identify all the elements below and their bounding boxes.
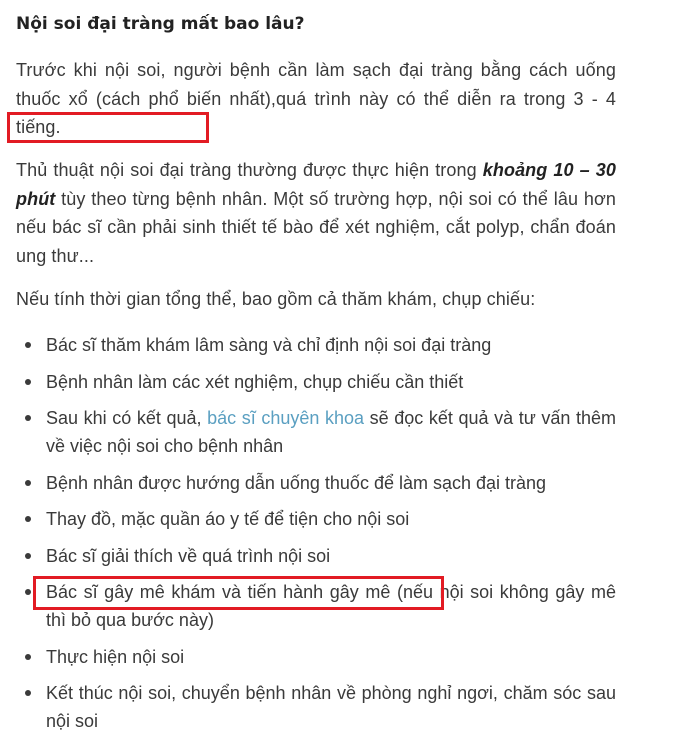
bullet-icon bbox=[25, 516, 31, 522]
bullet-icon bbox=[25, 690, 31, 696]
list-item bbox=[16, 542, 616, 570]
list-item bbox=[16, 404, 616, 460]
list-item-text: Thực hiện nội soi bbox=[46, 646, 185, 667]
highlight-box-preparation bbox=[7, 112, 209, 143]
list-item bbox=[16, 505, 616, 533]
paragraph-preparation-time: Trước khi nội soi, người bệnh cần làm sạch đại tràng bằng cách uống thuốc xổ (cách phổ biến nhất),quá trình này có thể diễn ra trong 3 - 4 tiếng. bbox=[16, 60, 616, 137]
bullet-icon bbox=[25, 415, 31, 421]
bullet-icon bbox=[25, 379, 31, 385]
bullet-icon bbox=[25, 553, 31, 559]
duration-text-after: tùy theo từng bệnh nhân. Một số trường hợp, nội soi có thể lâu hơn nếu bác sĩ cần phải sinh thiết tế bào để xét nghiệm, cắt polyp, chẩn đoán ung thư... bbox=[16, 188, 616, 266]
list-item-text-after: sẽ đọc kết quả và tư vấn thêm về việc nội soi cho bệnh nhân bbox=[46, 408, 616, 456]
list-item bbox=[16, 469, 616, 497]
bullet-icon bbox=[25, 480, 31, 486]
list-item bbox=[16, 643, 616, 671]
list-item bbox=[16, 331, 616, 359]
list-item-text: Kết thúc nội soi, chuyển bệnh nhân về phòng nghỉ ngơi, chăm sóc sau nội soi bbox=[46, 683, 616, 731]
list-item-text: Bác sĩ giải thích về quá trình nội soi bbox=[46, 545, 331, 566]
list-item-text: Thay đồ, mặc quần áo y tế để tiện cho nội soi bbox=[46, 509, 410, 529]
highlight-box-anesthesia bbox=[33, 576, 444, 610]
bullet-icon bbox=[25, 342, 31, 348]
list-item-text: Bác sĩ thăm khám lâm sàng và chỉ định nội soi đại tràng bbox=[46, 335, 492, 355]
specialist-doctor-link[interactable]: bác sĩ chuyên khoa bbox=[207, 408, 365, 428]
paragraph-procedure-duration bbox=[16, 156, 616, 270]
list-item-text-before: Sau khi có kết quả, bbox=[46, 408, 208, 428]
bullet-icon bbox=[25, 589, 31, 595]
bullet-icon bbox=[25, 654, 31, 660]
duration-emphasis: khoảng 10 – 30 phút bbox=[16, 160, 616, 209]
steps-list bbox=[16, 331, 616, 744]
list-item bbox=[16, 368, 616, 396]
section-heading: Nội soi đại tràng mất bao lâu? bbox=[16, 14, 305, 34]
duration-text-before: Thủ thuật nội soi đại tràng thường được thực hiện trong bbox=[16, 160, 483, 180]
list-item-text: Bệnh nhân làm các xét nghiệm, chụp chiếu cần thiết bbox=[46, 371, 464, 392]
list-item bbox=[16, 679, 616, 735]
list-item-text: Bác sĩ gây mê khám và tiến hành gây mê (nếu nội soi không gây mê thì bỏ qua bước này) bbox=[46, 582, 616, 630]
paragraph-total-time-intro: Nếu tính thời gian tổng thể, bao gồm cả thăm khám, chụp chiếu: bbox=[16, 289, 536, 309]
list-item-text: Bệnh nhân được hướng dẫn uống thuốc để làm sạch đại tràng bbox=[46, 472, 547, 493]
